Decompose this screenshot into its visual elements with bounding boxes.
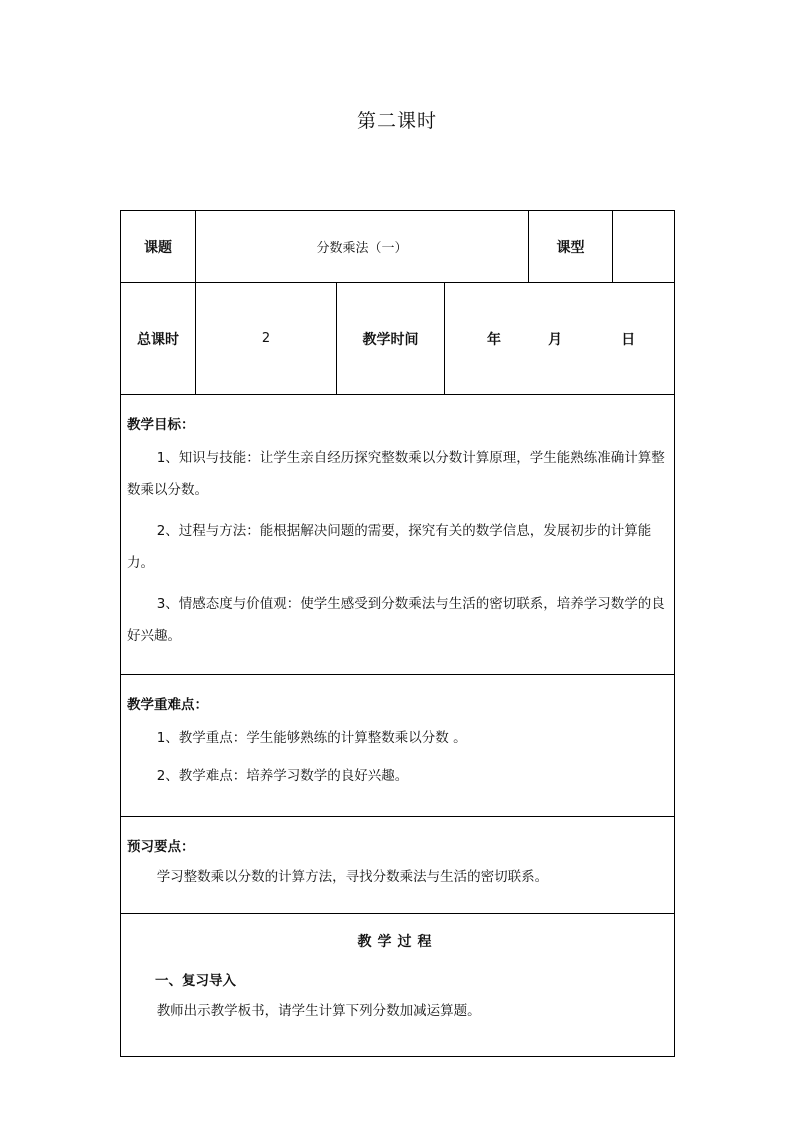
- topic-label: 课题: [121, 211, 196, 283]
- process-row: [121, 914, 675, 1057]
- key-points-section: [121, 675, 675, 817]
- preview-row: [121, 817, 675, 914]
- key-points-row: [121, 675, 675, 817]
- objective-item: 3、情感态度与价值观：使学生感受到分数乘法与生活的密切联系，培养学习数学的良好兴趣。: [127, 596, 665, 644]
- date-year: 年: [487, 331, 501, 348]
- key-point-item: 2、教学难点：培养学习数学的良好兴趣。: [156, 768, 409, 784]
- objectives-section: [121, 395, 675, 675]
- objectives-row: [121, 395, 675, 675]
- teaching-date: [445, 283, 675, 395]
- lesson-plan-table: [120, 210, 675, 1057]
- topic-row: [121, 211, 675, 283]
- type-label: 课型: [529, 211, 613, 283]
- process-title: 教学过程: [357, 934, 438, 950]
- total-periods-value: 2: [196, 283, 337, 395]
- preview-heading: 预习要点：: [127, 839, 195, 855]
- type-value: [613, 211, 675, 283]
- step1-title: 一、复习导入: [155, 973, 236, 989]
- topic-value: 分数乘法（一）: [196, 211, 529, 283]
- total-periods-label: 总课时: [121, 283, 196, 395]
- page-title: 第二课时: [356, 110, 437, 132]
- objective-item: 2、过程与方法：能根据解决问题的需要，探究有关的数学信息，发展初步的计算能力。: [127, 523, 652, 571]
- objectives-heading: 教学目标：: [127, 417, 195, 433]
- teaching-time-label: 教学时间: [337, 283, 445, 395]
- preview-section: [121, 817, 675, 914]
- period-row: [121, 283, 675, 395]
- objective-item: 1、知识与技能：让学生亲自经历探究整数乘以分数计算原理，学生能熟练准确计算整数乘以分数。: [127, 450, 665, 498]
- key-point-item: 1、教学重点：学生能够熟练的计算整数乘以分数 。: [156, 730, 467, 746]
- date-month: 月: [548, 331, 563, 348]
- step1-text: 教师出示教学板书，请学生计算下列分数加减运算题。: [156, 1003, 481, 1019]
- date-day: 日: [621, 331, 636, 348]
- process-section: [121, 914, 675, 1057]
- preview-text: 学习整数乘以分数的计算方法，寻找分数乘法与生活的密切联系。: [156, 869, 549, 885]
- key-points-heading: 教学重难点：: [127, 697, 208, 713]
